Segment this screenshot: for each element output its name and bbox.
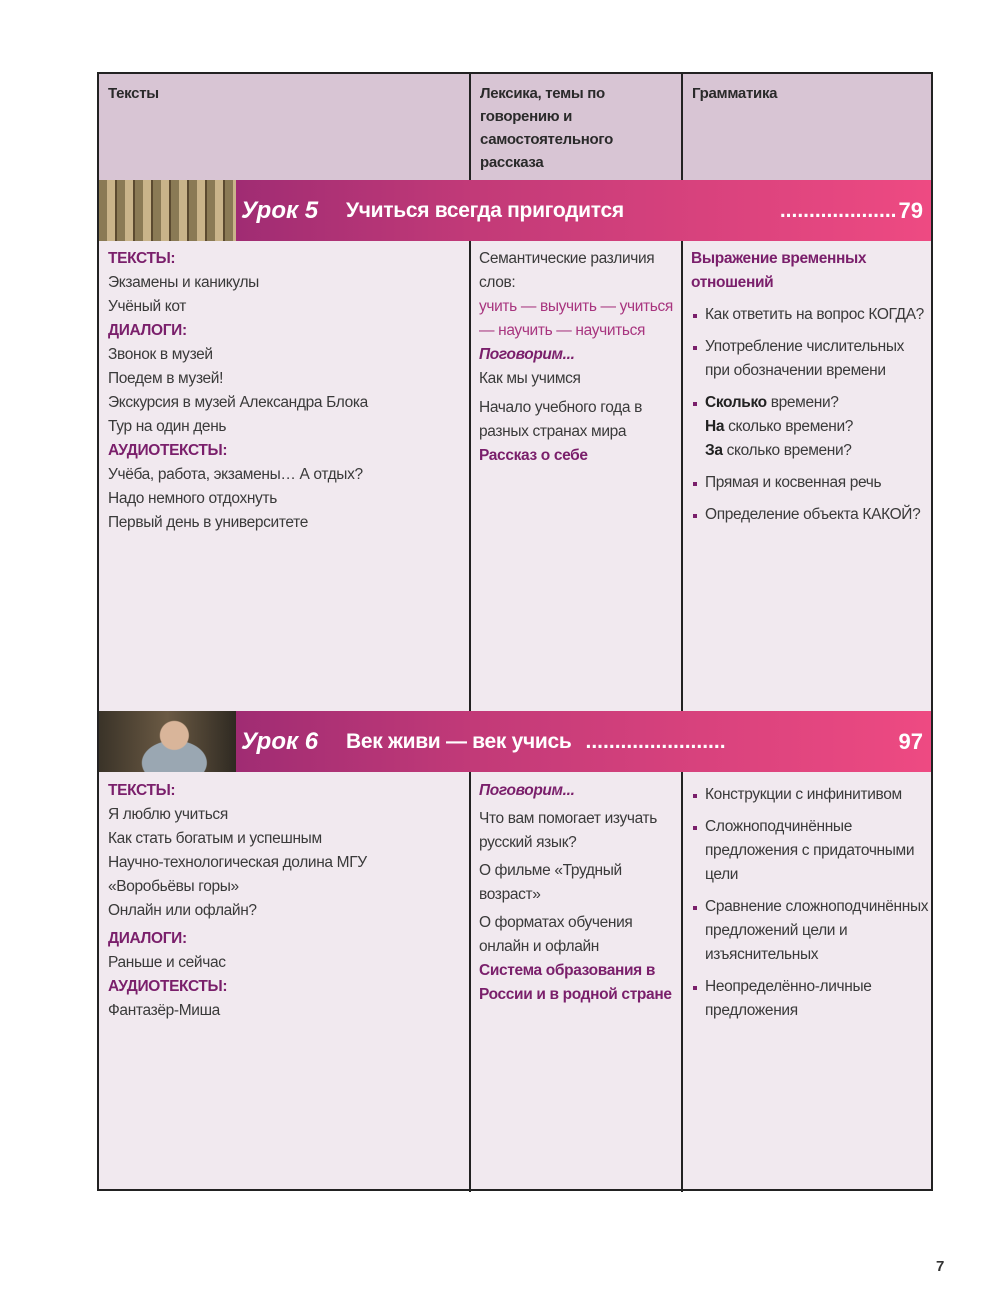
grammar-item: Сложноподчинённые предложения с придаточными цели bbox=[691, 815, 929, 887]
dialog-item: Поедем в музей! bbox=[108, 370, 224, 387]
audio-label: АУДИОТЕКСТЫ: bbox=[108, 442, 228, 459]
header-texts: Тексты bbox=[99, 74, 469, 180]
lesson-6-photo bbox=[99, 711, 236, 772]
lesson-6-texts bbox=[108, 779, 463, 1023]
page-number: 7 bbox=[936, 1258, 945, 1275]
grammar-item: Прямая и косвенная речь bbox=[691, 471, 929, 495]
audio-item: Учёба, работа, экзамены… А отдых? bbox=[108, 466, 363, 483]
dialogs-label: ДИАЛОГИ: bbox=[108, 322, 187, 339]
lesson-number: Урок 5 bbox=[241, 196, 319, 224]
story-topic: Рассказ о себе bbox=[479, 447, 588, 464]
q-text: сколько времени? bbox=[724, 418, 854, 435]
lesson-5-lexicon bbox=[479, 247, 677, 468]
text-item: Онлайн или офлайн? bbox=[108, 902, 257, 919]
q-text: времени? bbox=[766, 394, 839, 411]
q-bold: Сколько bbox=[705, 394, 767, 411]
dialog-item: Раньше и сейчас bbox=[108, 954, 226, 971]
text-item: Экзамены и каникулы bbox=[108, 274, 259, 291]
lesson-6-lexicon bbox=[479, 779, 677, 1007]
leader-dots: .................... bbox=[779, 198, 897, 222]
lesson-page: 97 bbox=[898, 728, 923, 754]
text-item: Учёный кот bbox=[108, 298, 187, 315]
lesson-title: Учиться всегда пригодится bbox=[346, 198, 624, 222]
header-lexicon: Лексика, темы по говорению и самостоятельного рассказа bbox=[471, 74, 681, 180]
lesson-6-grammar bbox=[691, 783, 929, 1031]
lesson-page: 79 bbox=[898, 197, 923, 223]
dialog-item: Экскурсия в музей Александра Блока bbox=[108, 394, 368, 411]
lesson-5-grammar bbox=[691, 247, 929, 535]
lexicon-words: учить — выучить — учиться — научить — научиться bbox=[479, 298, 673, 339]
contents-table bbox=[97, 72, 933, 1191]
q-bold: На bbox=[705, 418, 725, 435]
text-item: Научно-технологическая долина МГУ «Воробьёвы горы» bbox=[108, 854, 367, 895]
talk-label: Поговорим... bbox=[479, 782, 575, 799]
texts-label: ТЕКСТЫ: bbox=[108, 782, 176, 799]
talk-label: Поговорим... bbox=[479, 346, 575, 363]
lesson-title: Век живи — век учись bbox=[346, 729, 572, 753]
lesson-number: Урок 6 bbox=[241, 727, 319, 755]
audio-label: АУДИОТЕКСТЫ: bbox=[108, 978, 228, 995]
text-item: Как стать богатым и успешным bbox=[108, 830, 322, 847]
grammar-heading: Выражение временных отношений bbox=[691, 250, 867, 291]
lesson-5-banner[interactable] bbox=[99, 180, 931, 241]
lesson-6-banner[interactable] bbox=[99, 711, 931, 772]
story-topic: Система образования в России и в родной стране bbox=[479, 962, 672, 1003]
audio-item: Фантазёр-Миша bbox=[108, 1002, 220, 1019]
leader-dots: ........................ bbox=[585, 729, 726, 753]
grammar-item-questions bbox=[691, 391, 929, 463]
grammar-item: Сравнение сложноподчинённых предложений цели и изъяснительных bbox=[691, 895, 929, 967]
talk-item: Как мы учимся bbox=[479, 370, 581, 387]
grammar-item: Конструкции с инфинитивом bbox=[691, 783, 929, 807]
audio-item: Первый день в университете bbox=[108, 514, 309, 531]
audio-item: Надо немного отдохнуть bbox=[108, 490, 277, 507]
grammar-item: Определение объекта КАКОЙ? bbox=[691, 503, 929, 527]
text-item: Я люблю учиться bbox=[108, 806, 228, 823]
talk-item: О фильме «Трудный возраст» bbox=[479, 862, 622, 903]
grammar-item: Употребление числительных при обозначении времени bbox=[691, 335, 929, 383]
q-bold: За bbox=[705, 442, 723, 459]
dialog-item: Звонок в музей bbox=[108, 346, 213, 363]
q-text: сколько времени? bbox=[722, 442, 852, 459]
dialog-item: Тур на один день bbox=[108, 418, 227, 435]
lesson-5-texts bbox=[108, 247, 463, 535]
header-grammar: Грамматика bbox=[683, 74, 931, 180]
lexicon-intro: Семантические различия слов: bbox=[479, 250, 655, 291]
talk-item: Что вам помогает изучать русский язык? bbox=[479, 810, 658, 851]
lesson-5-photo bbox=[99, 180, 236, 241]
dialogs-label: ДИАЛОГИ: bbox=[108, 930, 187, 947]
talk-item: Начало учебного года в разных странах мира bbox=[479, 399, 642, 440]
grammar-item: Неопределённо-личные предложения bbox=[691, 975, 929, 1023]
talk-item: О форматах обучения онлайн и офлайн bbox=[479, 914, 633, 955]
texts-label: ТЕКСТЫ: bbox=[108, 250, 176, 267]
grammar-item: Как ответить на вопрос КОГДА? bbox=[691, 303, 929, 327]
